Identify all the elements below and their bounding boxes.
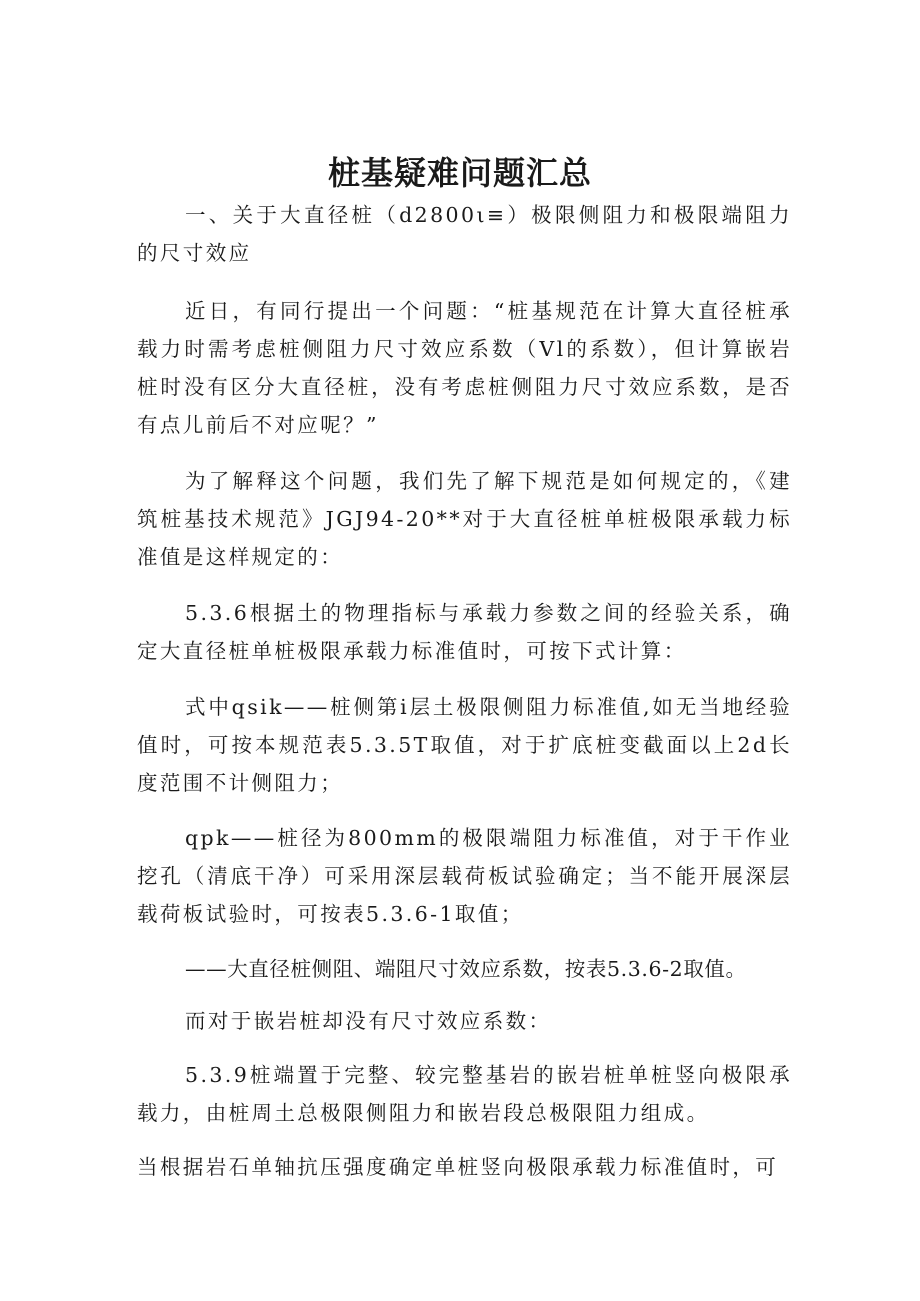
continuation-paragraph: 当根据岩石单轴抗压强度确定单桩竖向极限承载力标准值时，可 <box>137 1155 779 1179</box>
question-paragraph: 近日，有同行提出一个问题：“桩基规范在计算大直径桩承载力时需考虑桩侧阻力尺寸效应系数（Vl的系数），但计算嵌岩桩时没有区分大直径桩，没有考虑桩侧阻力尺寸效应系数，是否有点儿前后不对应呢？” <box>137 299 792 437</box>
qpk-definition-paragraph: qpk——桩径为800mm的极限端阻力标准值，对于干作业挖孔（清底干净）可采用深层载荷板试验确定；当不能开展深层载荷板试验时，可按表5.3.6-1取值； <box>137 826 792 926</box>
qsik-definition-paragraph: 式中qsik——桩侧第i层土极限侧阻力标准值,如无当地经验值时，可按本规范表5.3.5T取值，对于扩底桩变截面以上2d长度范围不计侧阻力； <box>137 695 792 795</box>
document-title: 桩基疑难问题汇总 <box>327 154 592 193</box>
clause-5-3-9-paragraph: 5.3.9桩端置于完整、较完整基岩的嵌岩桩单桩竖向极限承载力，由桩周土总极限侧阻力和嵌岩段总极限阻力组成。 <box>137 1063 792 1125</box>
section-heading-paragraph: 一、关于大直径桩（d2800ι≡）极限侧阻力和极限端阻力的尺寸效应 <box>137 203 792 265</box>
explanation-paragraph: 为了解释这个问题，我们先了解下规范是如何规定的，《建筑桩基技术规范》JGJ94-20**对于大直径桩单桩极限承载力标准值是这样规定的： <box>137 469 792 569</box>
rock-socketed-pile-note-paragraph: 而对于嵌岩桩却没有尺寸效应系数： <box>185 1009 552 1033</box>
size-effect-coefficient-paragraph: ——大直径桩侧阻、端阻尺寸效应系数，按表5.3.6-2取值。 <box>185 957 747 981</box>
clause-5-3-6-paragraph: 5.3.6根据土的物理指标与承载力参数之间的经验关系，确定大直径桩单桩极限承载力标准值时，可按下式计算： <box>137 601 792 663</box>
